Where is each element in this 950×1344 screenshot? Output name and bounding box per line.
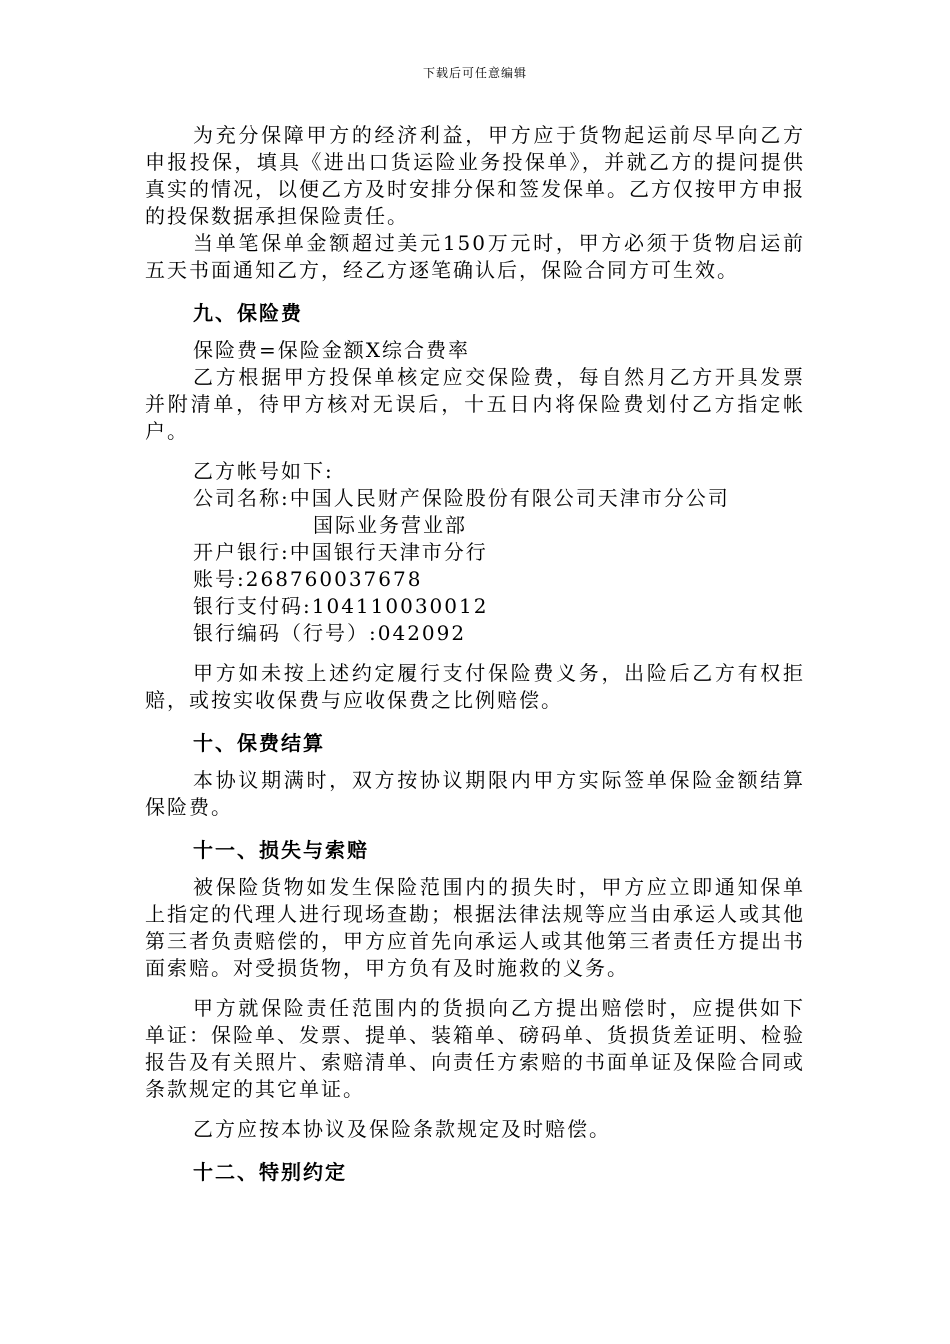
clause-8-paragraph-2: 当单笔保单金额超过美元150万元时，甲方必须于货物启运前五天书面通知乙方，经乙方逐笔确认后，保险合同方可生效。 (145, 231, 805, 282)
section-12-heading: 十二、特别约定 (193, 1160, 347, 1184)
pay-code-row (145, 593, 805, 620)
account-number-row (145, 566, 805, 593)
section-10-paragraph-1: 本协议期满时，双方按协议期限内甲方实际签单保险金额结算保险费。 (145, 768, 805, 819)
account-value: 268760037678 (245, 567, 423, 591)
company-value: 中国人民财产保险股份有限公司天津市分公司 (289, 486, 730, 510)
bank-value: 中国银行天津市分行 (289, 540, 488, 564)
document-body (145, 122, 805, 1196)
account-intro: 乙方帐号如下: (193, 459, 334, 483)
section-11-paragraph-1: 被保险货物如发生保险范围内的损失时，甲方应立即通知保单上指定的代理人进行现场查勘；根据法律法规等应当由承运人或其他第三者负责赔偿的，甲方应首先向承运人或其他第三者责任方提出书面索赔。对受损货物，甲方负有及时施救的义务。 (145, 875, 805, 980)
pay-code-value: 104110030012 (311, 594, 489, 618)
premium-formula: 保险费=保险金额X综合费率 (193, 338, 470, 362)
pay-code-label: 银行支付码: (193, 594, 312, 618)
bank-label: 开户银行: (193, 540, 290, 564)
bank-code-row (145, 620, 805, 647)
account-bank-row (145, 539, 805, 566)
section-11-heading: 十一、损失与索赔 (193, 838, 369, 862)
section-9-paragraph-1: 乙方根据甲方投保单核定应交保险费，每自然月乙方开具发票并附清单，待甲方核对无误后，十五日内将保险费划付乙方指定帐户。 (145, 365, 805, 443)
page-header-note: 下载后可任意编辑 (422, 66, 527, 80)
section-10-heading: 十、保费结算 (193, 731, 325, 755)
clause-8-paragraph-1: 为充分保障甲方的经济利益，甲方应于货物起运前尽早向乙方申报投保，填具《进出口货运险业务投保单》，并就乙方的提问提供真实的情况，以便乙方及时安排分保和签发保单。乙方仅按甲方申报的投保数据承担保险责任。 (145, 123, 805, 228)
section-9-paragraph-2: 甲方如未按上述约定履行支付保险费义务，出险后乙方有权拒赔，或按实收保费与应收保费之比例赔偿。 (145, 661, 805, 712)
company-value-continued: 国际业务营业部 (313, 513, 467, 537)
account-label: 账号: (193, 567, 246, 591)
section-11-paragraph-2: 甲方就保险责任范围内的货损向乙方提出赔偿时，应提供如下单证：保险单、发票、提单、装箱单、磅码单、货损货差证明、检验报告及有关照片、索赔清单、向责任方索赔的书面单证及保险合同或条款规定的其它单证。 (145, 996, 805, 1101)
company-label: 公司名称: (193, 486, 290, 510)
section-9-heading: 九、保险费 (193, 301, 303, 325)
bank-code-label: 银行编码（行号）: (193, 621, 378, 645)
section-11-paragraph-3: 乙方应按本协议及保险条款规定及时赔偿。 (193, 1117, 611, 1141)
account-company-row (145, 485, 805, 512)
bank-code-value: 042092 (377, 621, 467, 645)
